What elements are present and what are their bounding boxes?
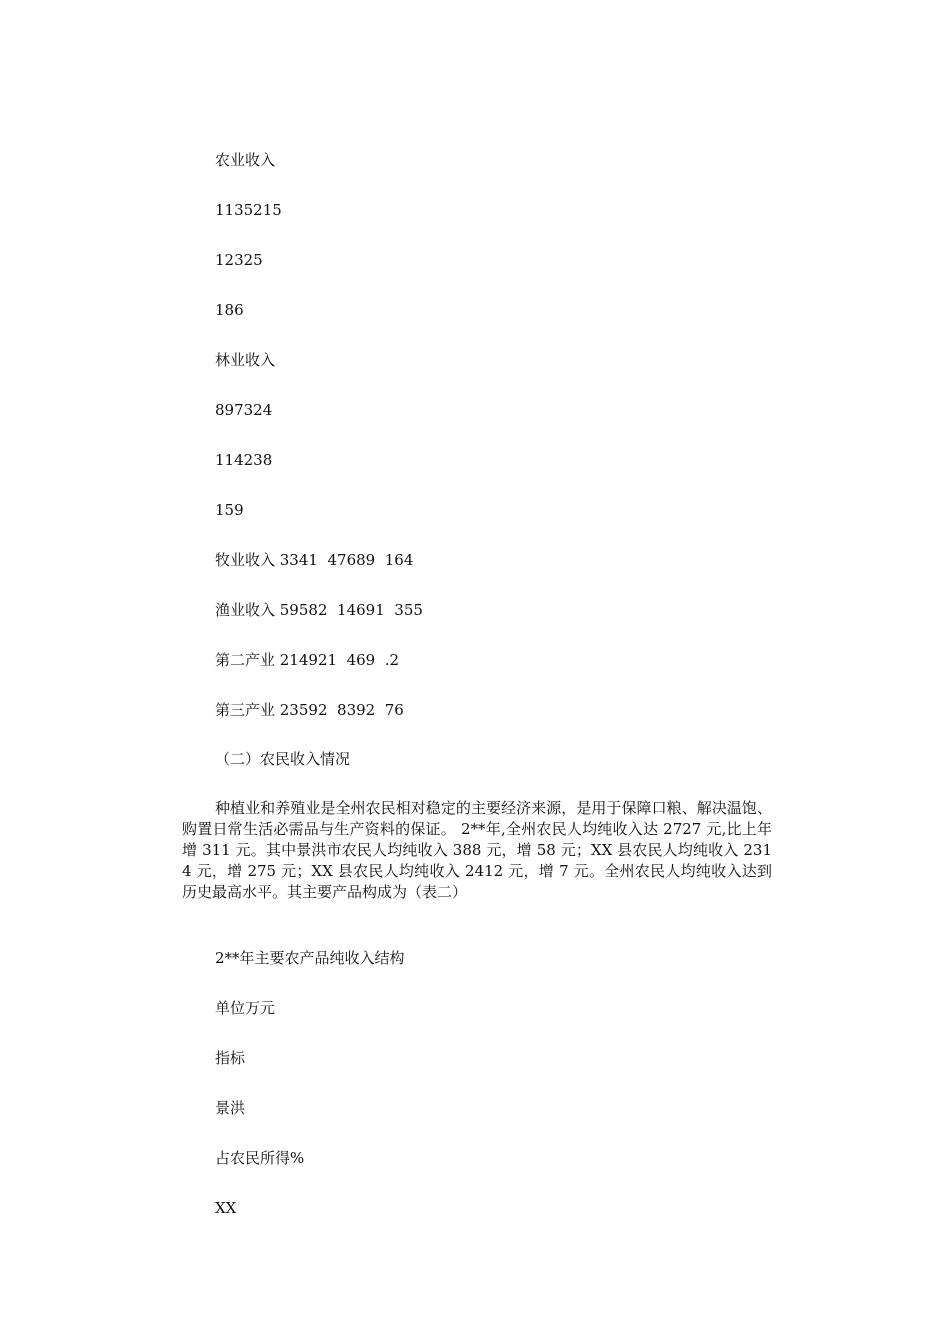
text-line-agriculture-income: 农业收入 [215, 151, 276, 169]
text-line-fishery-income: 渔业收入 59582 14691 355 [215, 601, 423, 619]
text-line-animal-husbandry-income: 牧业收入 3341 47689 164 [215, 551, 414, 569]
text-line-value: 1135215 [215, 201, 282, 219]
table-header-share-percent: 占农民所得% [215, 1149, 305, 1167]
text-line-secondary-industry: 第二产业 214921 469 .2 [215, 651, 400, 669]
text-line-value: 186 [215, 301, 244, 319]
text-line-value: 159 [215, 501, 244, 519]
table-header-jinghong: 景洪 [215, 1099, 246, 1117]
table-title: 2**年主要农产品纯收入结构 [215, 949, 405, 967]
text-line-forestry-income: 林业收入 [215, 351, 276, 369]
text-line-tertiary-industry: 第三产业 23592 8392 76 [215, 701, 404, 719]
table-unit-label: 单位万元 [215, 999, 276, 1017]
text-line-value: 114238 [215, 451, 273, 469]
text-line-value: 897324 [215, 401, 273, 419]
body-paragraph: 种植业和养殖业是全州农民相对稳定的主要经济来源，是用于保障口粮、解决温饱、购置日常生活必需品与生产资料的保证。 2**年,全州农民人均纯收入达 2727 元,比上年增 311 元。其中景洪市农民人均纯收入 388 元，增 58 元；XX 县农民人均纯收入 2314 元，增 275 元；XX 县农民人均纯收入 2412 元，增 7 元。全州农民人均纯收入达到历史最高水平。其主要产品构成为（表二） [182, 799, 772, 901]
table-header-county: XX [215, 1199, 237, 1217]
text-line-value: 12325 [215, 251, 263, 269]
table-header-indicator: 指标 [215, 1049, 246, 1067]
section-heading: （二）农民收入情况 [215, 750, 351, 768]
